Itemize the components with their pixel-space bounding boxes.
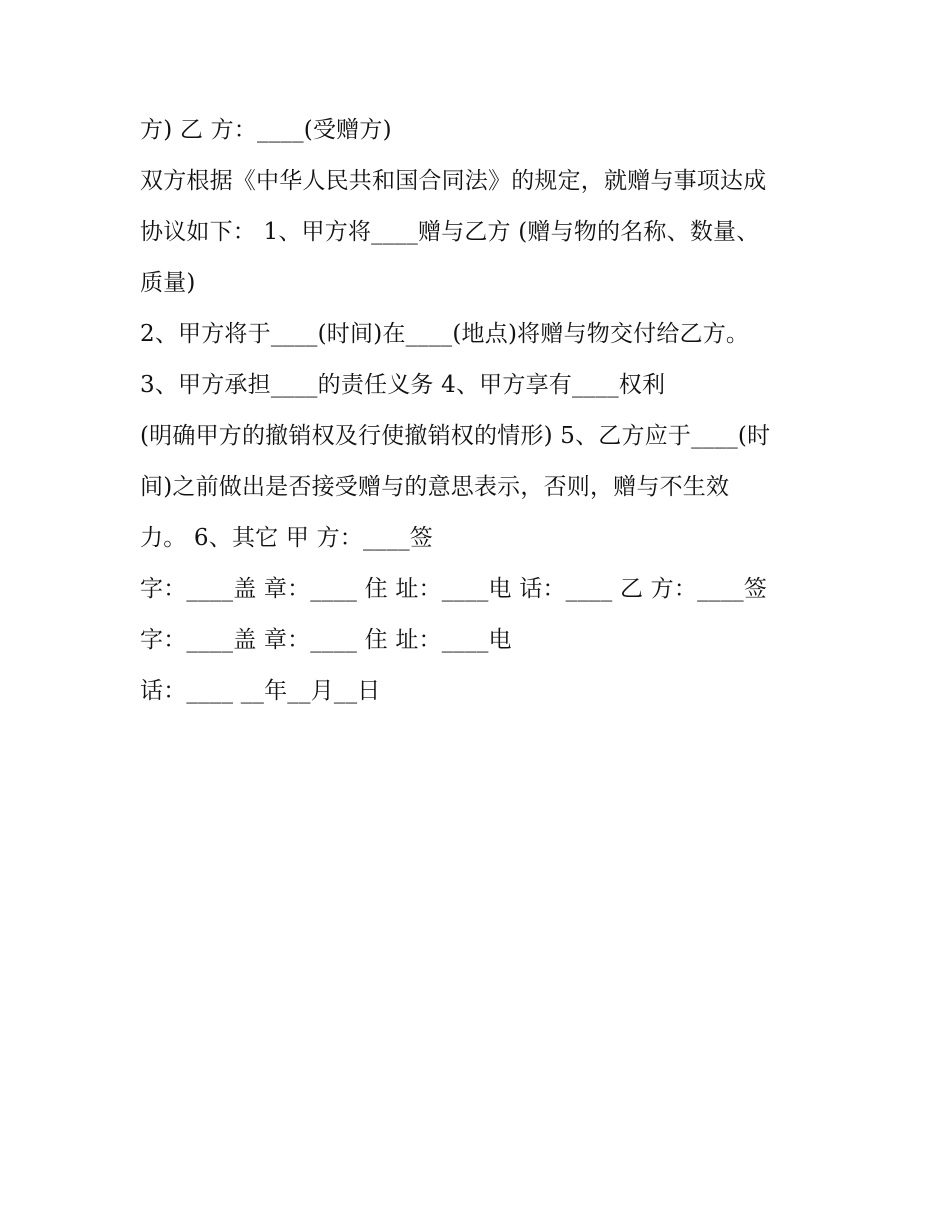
contract-line-1: 方) 乙 方：____(受赠方) xyxy=(140,117,392,143)
contract-line-4: 质量) xyxy=(140,270,196,296)
contract-line-11: 字：____盖 章：____ 住 址：____电 xyxy=(140,627,512,653)
contract-body xyxy=(140,110,830,722)
contract-line-2: 双方根据《中华人民共和国合同法》的规定，就赠与事项达成 xyxy=(140,168,767,194)
contract-line-12: 话：____ __年__月__日 xyxy=(140,678,381,704)
contract-line-8: 间)之前做出是否接受赠与的意思表示，否则，赠与不生效 xyxy=(140,474,730,500)
contract-line-3: 协议如下： 1、甲方将____赠与乙方 (赠与物的名称、数量、 xyxy=(140,219,760,245)
contract-line-9: 力。 6、其它 甲 方：____签 xyxy=(140,525,433,551)
contract-line-7: (明确甲方的撤销权及行使撤销权的情形) 5、乙方应于____(时 xyxy=(140,423,771,449)
contract-line-6: 3、甲方承担____的责任义务 4、甲方享有____权利 xyxy=(140,372,666,398)
contract-line-10: 字：____盖 章：____ 住 址：____电 话：____ 乙 方：____签 xyxy=(140,576,768,602)
contract-line-5: 2、甲方将于____(时间)在____(地点)将赠与物交付给乙方。 xyxy=(140,321,750,347)
